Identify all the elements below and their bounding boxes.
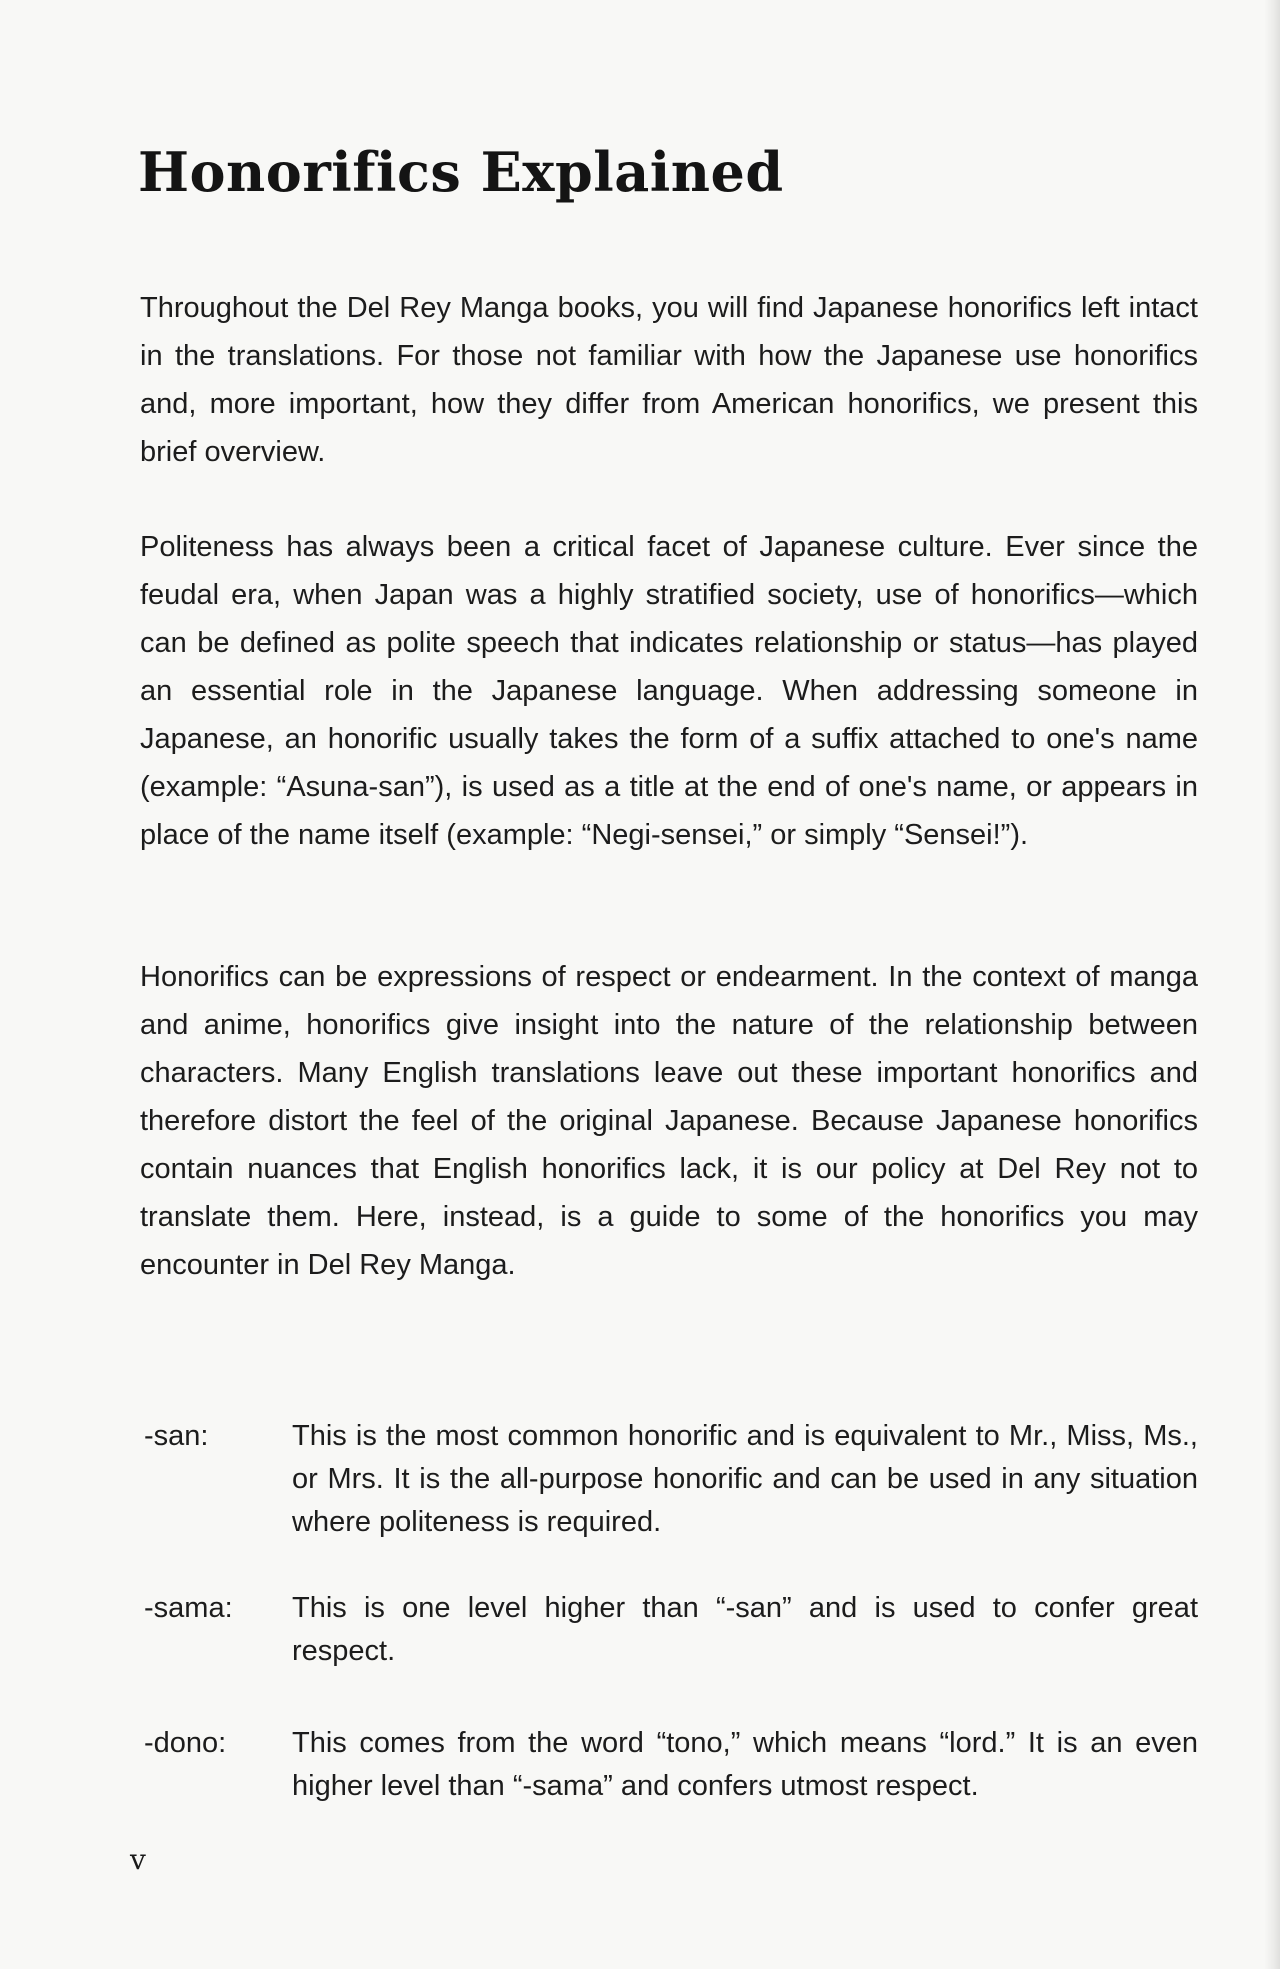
politeness-paragraph: Politeness has always been a critical facet of Japanese culture. Ever since the feudal era, when Japan was a highly stratified society, use of honorifics—which can be defined as polite speech that indicates relationship or status—has played an essential role in the Japanese language. When addressing someone in Japanese, an honorific usually takes the form of a suffix attached to one's name (example: “Asuna-san”), is used as a title at the end of one's name, or appears in place of the name itself (example: “Negi-sensei,” or simply “Sensei!”). — [140, 531, 1198, 851]
policy-paragraph: Honorifics can be expressions of respect or endearment. In the context of manga and anime, honorifics give insight into the nature of the relationship between characters. Many English translations leave out these important honorifics and therefore distort the feel of the original Japanese. Because Japanese honorifics contain nuances that English honorifics lack, it is our policy at Del Rey not to translate them. Here, instead, is a guide to some of the honorifics you may encounter in Del Rey Manga. — [140, 961, 1198, 1281]
glossary-definition: This is the most common honorific and is equivalent to Mr., Miss, Ms., or Mrs. It is the all-purpose honorific and can be used in any situation where politeness is required. — [292, 1420, 1198, 1538]
glossary-definition: This comes from the word “tono,” which means “lord.” It is an even higher level than “-sama” and confers utmost respect. — [292, 1727, 1198, 1802]
glossary-definition: This is one level higher than “-san” and is used to confer great respect. — [292, 1592, 1198, 1667]
intro-paragraph: Throughout the Del Rey Manga books, you will find Japanese honorifics left intact in the translations. For those not familiar with how the Japanese use honorifics and, more important, how they differ from American honorifics, we present this brief overview. — [140, 292, 1198, 468]
glossary-term: -sama: — [144, 1592, 233, 1624]
page-title: Honorifics Explained — [138, 140, 784, 204]
glossary-term: -dono: — [144, 1727, 227, 1759]
page-edge-shadow — [1264, 0, 1280, 1969]
glossary-term: -san: — [144, 1420, 209, 1452]
page-number: v — [130, 1843, 146, 1876]
